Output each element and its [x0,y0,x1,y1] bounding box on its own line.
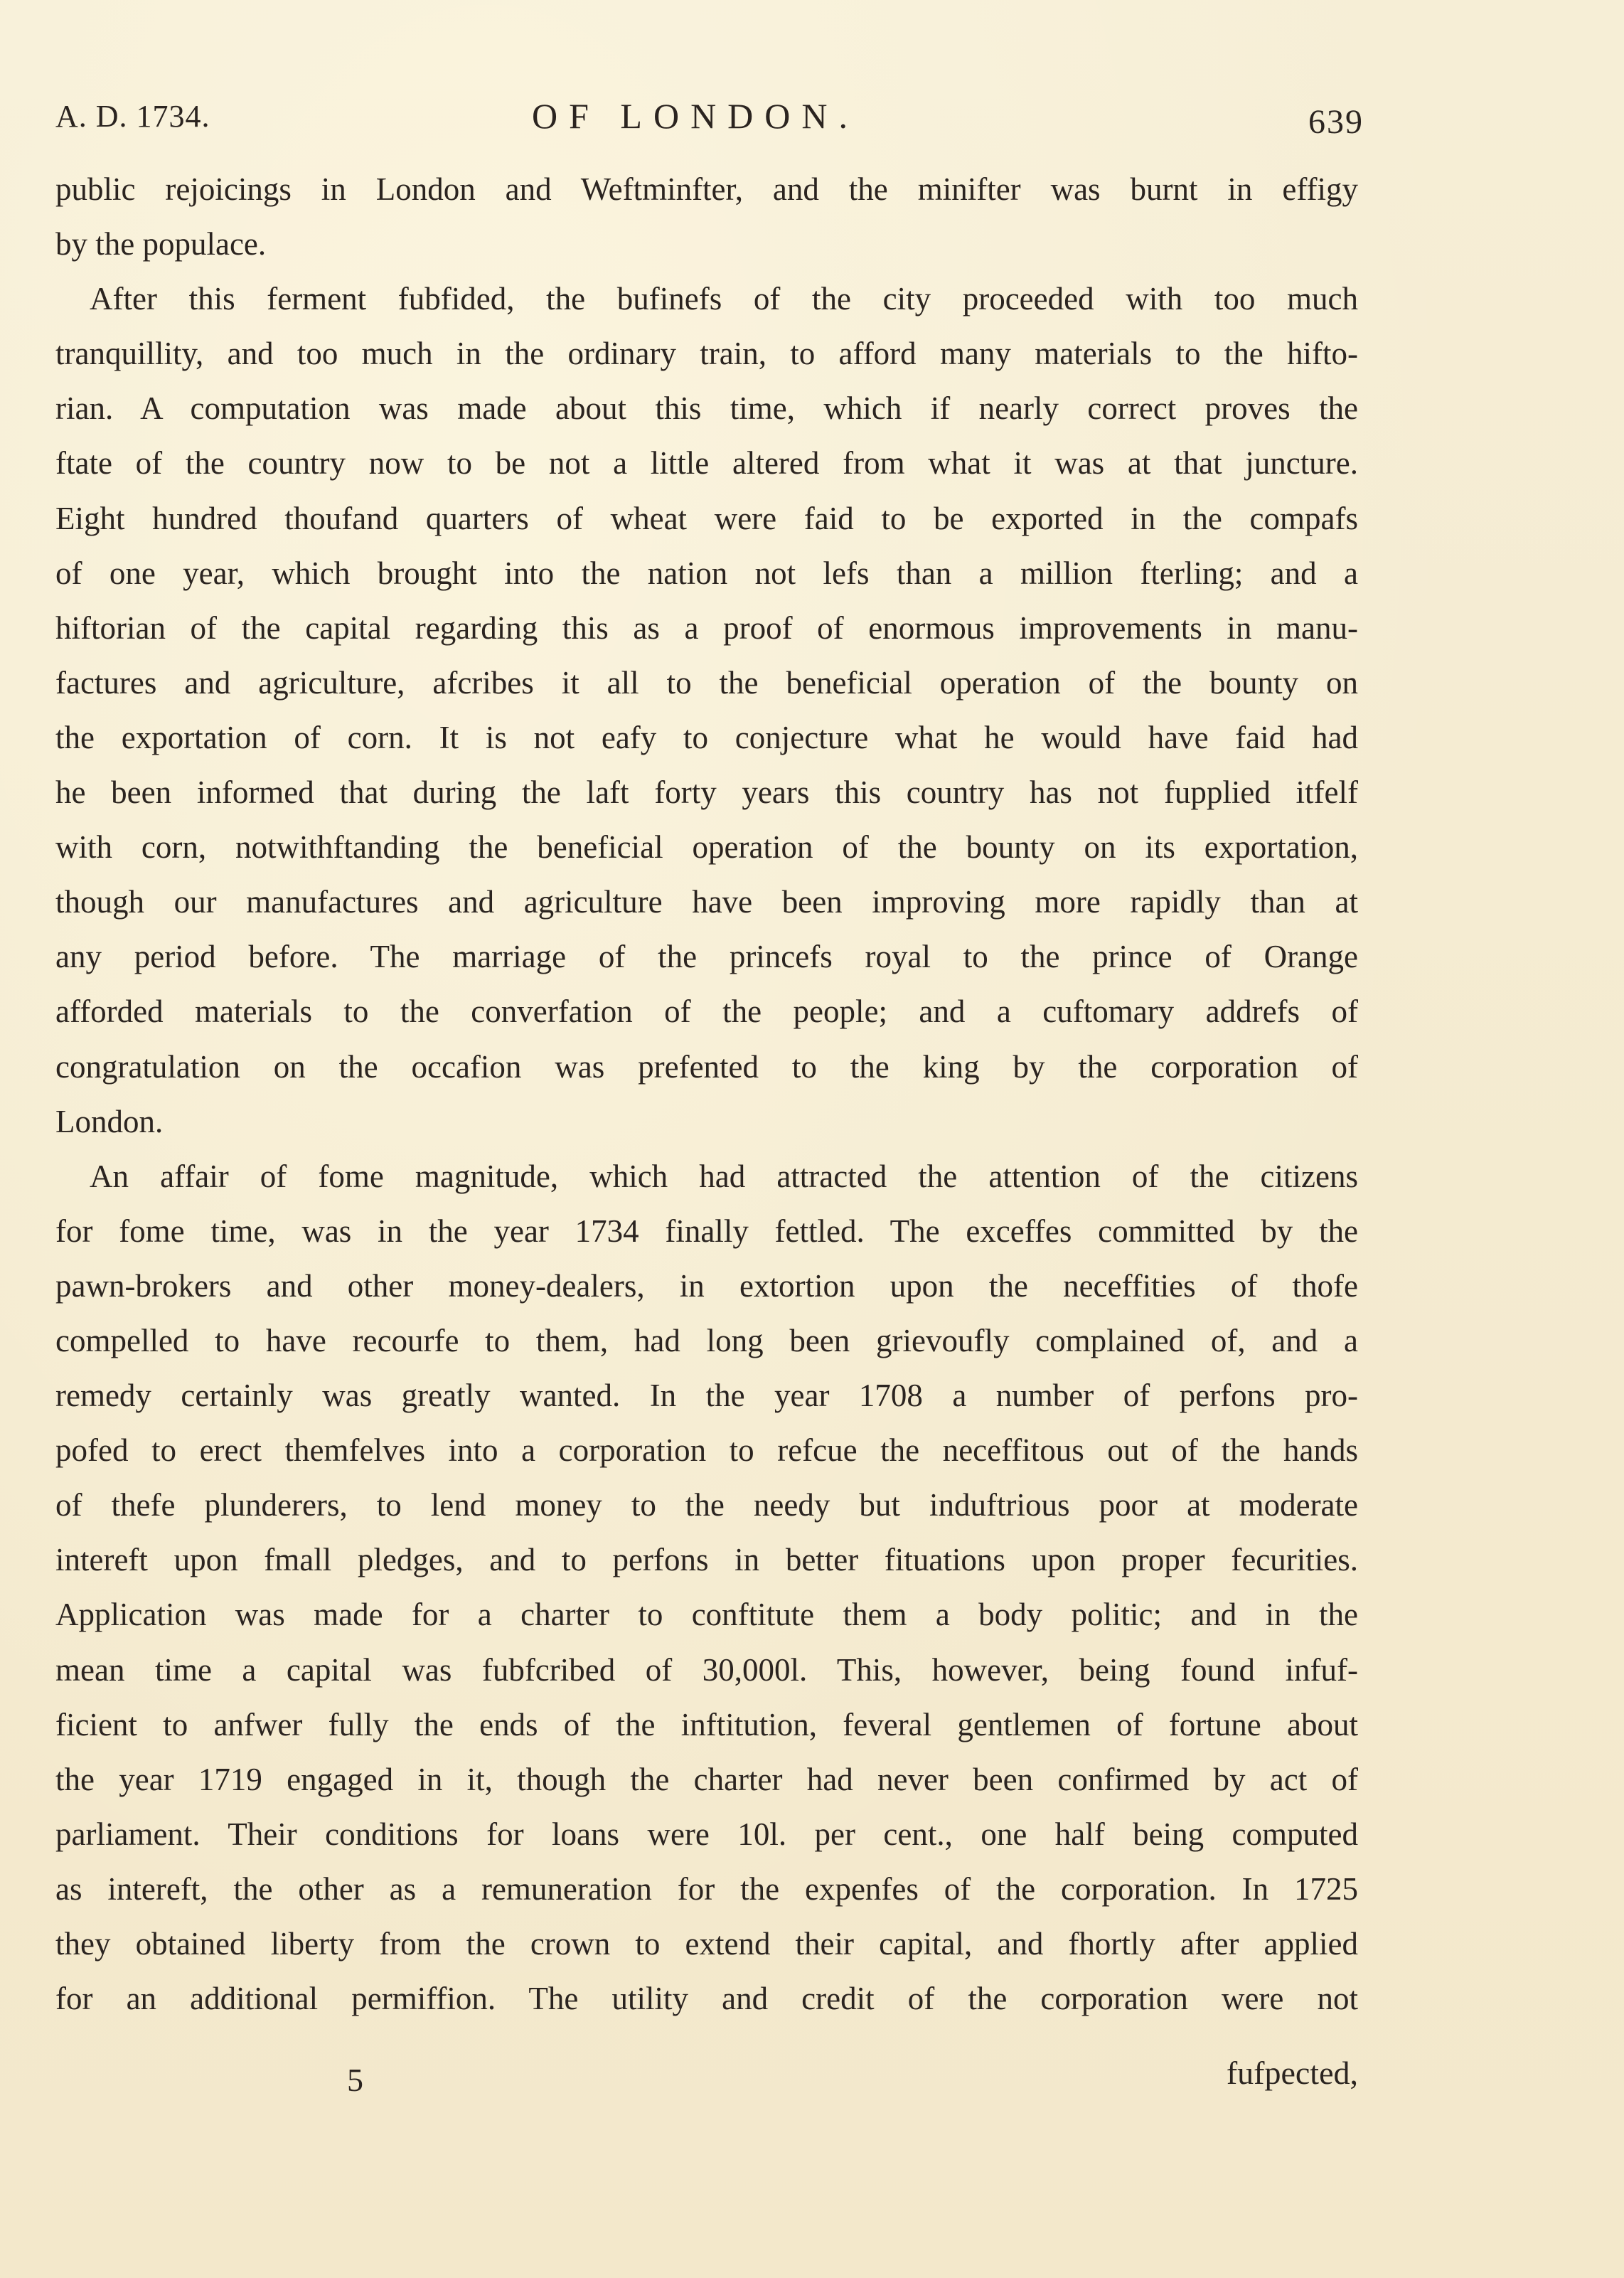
text-line: as intereft, the other as a remuneration for the expenfes of the corporation. In 1725 [55,1870,1358,1907]
running-date: A. D. 1734. [55,99,210,134]
text-line: After this ferment fubfided, the bufinefs of the city proceeded with too much [90,281,1358,317]
text-line: congratulation on the occafion was prefented to the king by the corporation of [55,1048,1358,1085]
signature-mark: 5 [347,2062,363,2098]
text-line: the year 1719 engaged in it, though the charter had never been confirmed by act of [55,1761,1358,1797]
text-line: though our manufactures and agriculture have been improving more rapidly than at [55,884,1358,920]
text-line: compelled to have recourfe to them, had long been grievoufly complained of, and a [55,1322,1358,1358]
text-line: ficient to anfwer fully the ends of the inftitution, feveral gentlemen of fortune about [55,1706,1358,1742]
catchword: fufpected, [1226,2055,1358,2091]
text-line: any period before. The marriage of the princefs royal to the prince of Orange [55,939,1358,975]
text-line: pofed to erect themfelves into a corporation to refcue the neceffitous out of the hands [55,1432,1358,1469]
text-line: An affair of fome magnitude, which had attracted the attention of the citizens [90,1158,1358,1194]
text-line: of thefe plunderers, to lend money to the needy but induftrious poor at moderate [55,1487,1358,1523]
text-line: hiftorian of the capital regarding this as a proof of enormous improvements in manu- [55,610,1358,646]
text-line: ftate of the country now to be not a little altered from what it was at that juncture. [55,445,1358,481]
running-header [55,98,1364,148]
text-line: parliament. Their conditions for loans were 10l. per cent., one half being computed [55,1816,1358,1852]
text-line: for an additional permiffion. The utility and credit of the corporation were not [55,1981,1358,2017]
page-footer [55,2057,1358,2114]
text-line: the exportation of corn. It is not eafy to conjecture what he would have faid had [55,719,1358,755]
page-number: 639 [1308,103,1364,141]
text-line: they obtained liberty from the crown to extend their capital, and fhortly after applied [55,1926,1358,1962]
text-line: of one year, which brought into the nation not lefs than a million fterling; and a [55,555,1358,591]
text-line: Application was made for a charter to conftitute them a body politic; and in the [55,1597,1358,1633]
text-line: by the populace. [55,226,267,262]
text-line: he been informed that during the laft forty years this country has not fupplied itfelf [55,775,1358,811]
text-line: factures and agriculture, afcribes it all to the beneficial operation of the bounty on [55,664,1358,701]
text-line: Eight hundred thoufand quarters of wheat were faid to be exported in the compafs [55,500,1358,536]
text-line: rian. A computation was made about this time, which if nearly correct proves the [55,390,1358,427]
text-line: mean time a capital was fubfcribed of 30,000l. This, however, being found infuf- [55,1651,1358,1688]
text-line: for fome time, was in the year 1734 finally fettled. The exceffes committed by the [55,1213,1358,1249]
text-line: public rejoicings in London and Weftminfter, and the minifter was burnt in effigy [55,171,1358,207]
text-line: afforded materials to the converfation of the people; and a cuftomary addrefs of [55,994,1358,1030]
text-line: intereft upon fmall pledges, and to perfons in better fituations upon proper fecurities. [55,1542,1358,1578]
text-line: remedy certainly was greatly wanted. In the year 1708 a number of perfons pro- [55,1378,1358,1414]
text-line: with corn, notwithftanding the beneficial operation of the bounty on its exportation, [55,829,1358,866]
text-line: tranquillity, and too much in the ordinary train, to afford many materials to the hifto- [55,336,1358,372]
body-text [55,162,1358,2026]
text-line: London. [55,1103,164,1139]
running-title: OF LONDON. [532,96,859,136]
text-line: pawn-brokers and other money-dealers, in extortion upon the neceffities of thofe [55,1267,1358,1304]
